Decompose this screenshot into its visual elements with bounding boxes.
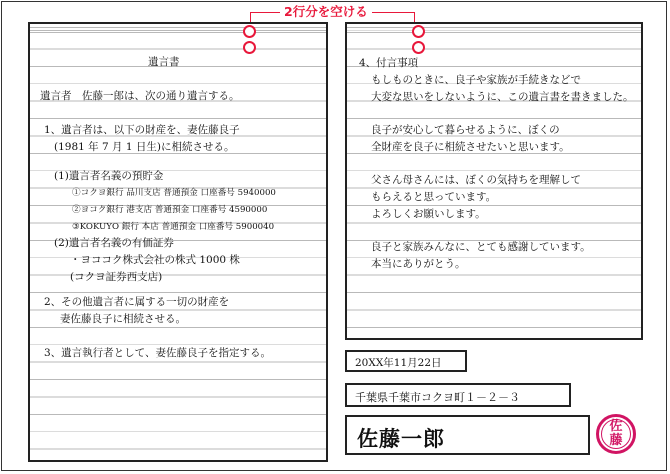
securities-item: ・ヨココク株式会社の株式 1000 株: [70, 254, 240, 266]
securities-heading: (2)遺言者名義の有価証券: [54, 237, 174, 249]
blank-line-marker-left-2: [243, 41, 256, 54]
spacing-guide-tick-left: [250, 12, 251, 22]
message-p1-line2: 大変な思いをしないように、この遺言書を書きました。: [371, 91, 634, 103]
blank-line-marker-right-2: [412, 41, 425, 54]
will-title: 遺言書: [148, 56, 180, 68]
message-p3-line1: 父さん母さんには、ぼくの気持ちを理解して: [371, 174, 581, 186]
message-p4-line2: 本当にありがとう。: [371, 258, 466, 270]
spacing-note: 2行分を空ける: [280, 4, 372, 20]
message-p4-line1: 良子と家族みんなに、とても感謝しています。: [371, 241, 591, 253]
will-left-page: [28, 22, 328, 462]
article1-line1: 1、遺言者は、以下の財産を、妻佐藤良子: [44, 124, 240, 136]
will-right-page: [345, 22, 643, 340]
signature-text: 佐藤一郎: [357, 426, 445, 451]
address-text: 千葉県千葉市コクヨ町１－２－３: [355, 391, 520, 404]
message-p1-line1: もしものときに、良子や家族が手続きなどで: [371, 74, 581, 86]
blank-line-marker-right-1: [412, 25, 425, 38]
message-p2-line2: 全財産を良子に相続させたいと思います。: [371, 141, 570, 153]
deposit-item-2: ②ヨコク銀行 港支店 普通預金 口座番号 4590000: [72, 205, 268, 215]
date-box: [345, 350, 467, 372]
message-p3-line2: もらえると思っています。: [371, 191, 497, 203]
opening-line: 遺言者 佐藤一郎は、次の通り遺言する。: [40, 90, 240, 102]
message-p2-line1: 良子が安心して暮らせるように、ぼくの: [371, 124, 560, 136]
signature-box: [345, 415, 590, 455]
deposits-heading: (1)遺言者名義の預貯金: [54, 170, 164, 182]
blank-line-marker-left-1: [243, 25, 256, 38]
address-box: [345, 383, 571, 407]
spacing-guide-tick-right: [414, 12, 415, 22]
seal-char-1: 佐: [609, 419, 623, 434]
message-p3-line3: よろしくお願いします。: [371, 208, 486, 220]
deposit-item-1: ①コクヨ銀行 品川支店 普通預金 口座番号 5940000: [72, 188, 276, 198]
name-seal-stamp: [596, 414, 636, 454]
seal-char-2: 藤: [609, 433, 623, 448]
date-text: 20XX年11月22日: [355, 357, 442, 369]
securities-branch: (コクヨ証券西支店): [70, 271, 163, 283]
deposit-item-3: ③KOKUYO 銀行 本店 普通預金 口座番号 5900040: [72, 222, 275, 232]
article2-line1: 2、その他遺言者に属する一切の財産を: [44, 296, 230, 308]
article1-line2: (1981 年 7 月 1 日生)に相続させる。: [54, 141, 235, 153]
supplementary-heading: 4、付言事項: [359, 57, 419, 69]
article3-line: 3、遺言執行者として、妻佐藤良子を指定する。: [44, 347, 271, 359]
article2-line2: 妻佐藤良子に相続させる。: [60, 313, 186, 325]
